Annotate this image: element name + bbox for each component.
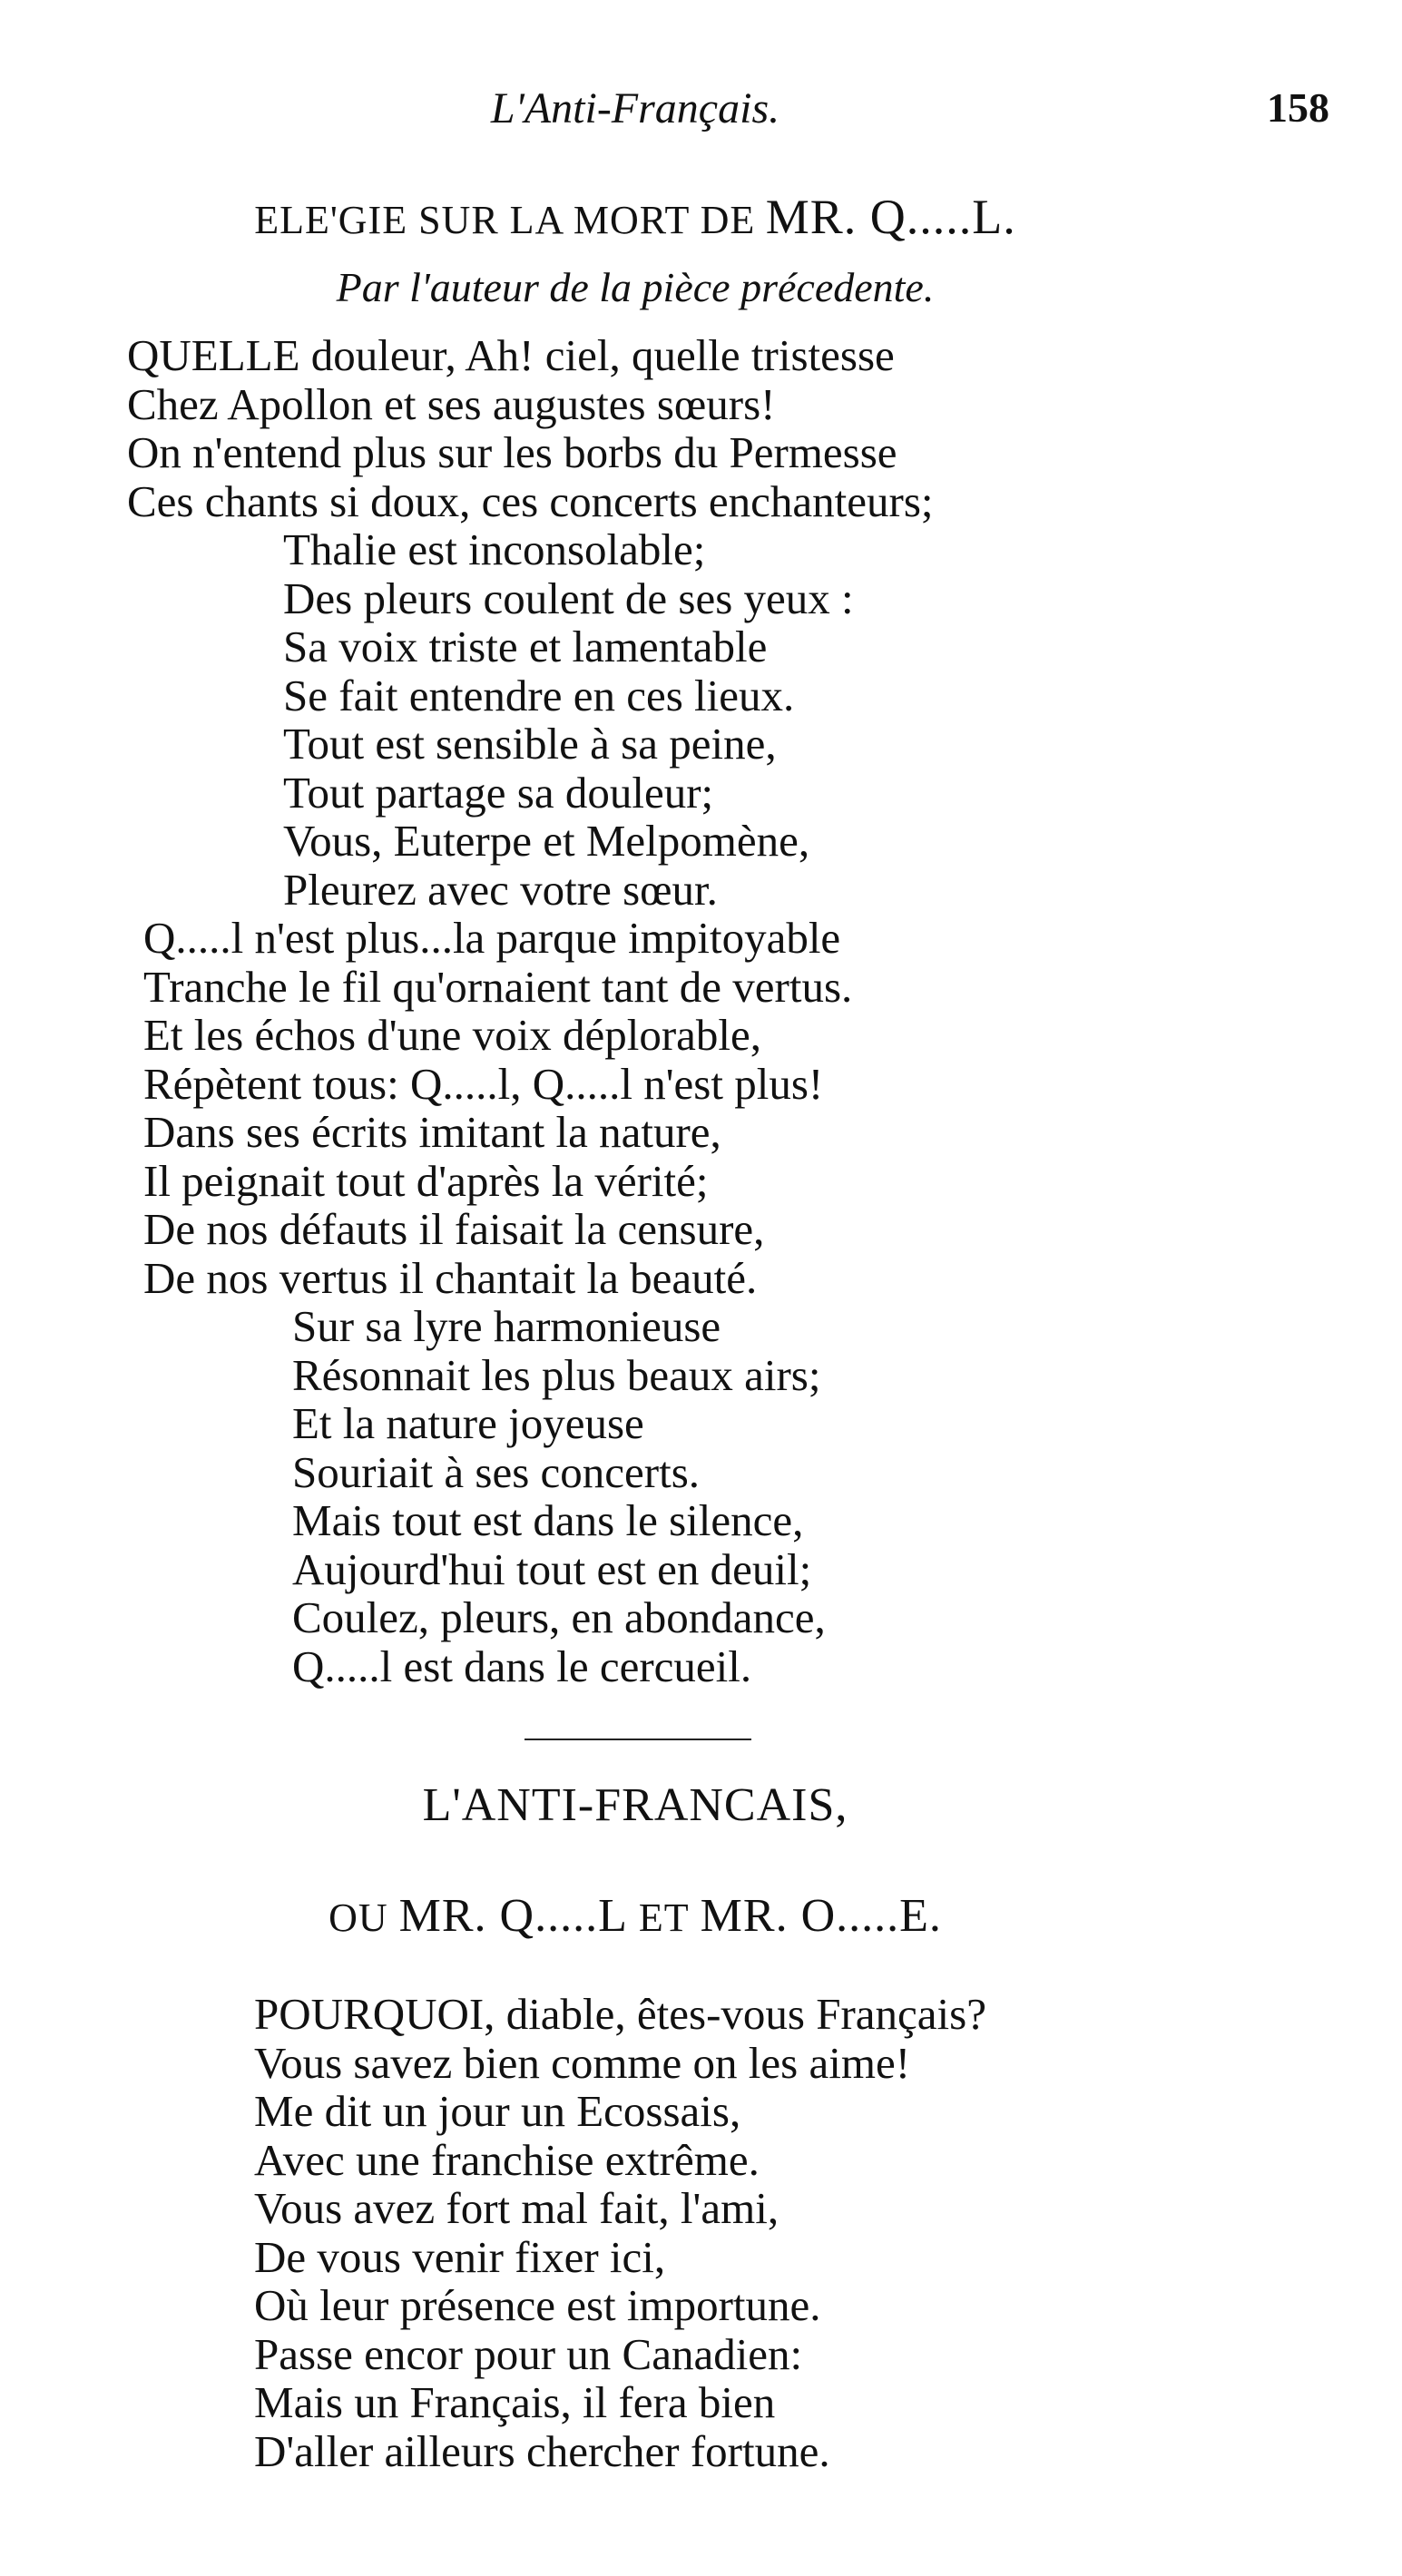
elegy-heading-prefix: ELE'GIE SUR LA MORT DE xyxy=(254,198,756,242)
poem-line: Tranche le fil qu'ornaient tant de vertus. xyxy=(143,961,853,1012)
poem-line-lead-word: QUELLE xyxy=(127,330,300,380)
poem-line: Des pleurs coulent de ses yeux : xyxy=(283,573,854,623)
poem-line: De nos vertus il chantait la beauté. xyxy=(143,1252,758,1303)
poem-line: Où leur présence est importune. xyxy=(254,2280,821,2330)
poem-line: Il peignait tout d'après la vérité; xyxy=(143,1155,709,1206)
anti-francais-stanza xyxy=(254,1990,986,2475)
poem-line: Aujourd'hui tout est en deuil; xyxy=(292,1543,812,1594)
elegy-heading xyxy=(0,189,1270,245)
poem-line: Vous savez bien comme on les aime! xyxy=(254,2037,911,2088)
poem-line: Chez Apollon et ses augustes sœurs! xyxy=(127,378,776,429)
poem-line: Passe encor pour un Canadien: xyxy=(254,2328,803,2379)
poem-line: Ces chants si doux, ces concerts enchanteurs; xyxy=(127,475,934,526)
subtitle-et: ET xyxy=(638,1895,690,1940)
poem-line: D'aller ailleurs chercher fortune. xyxy=(254,2425,830,2476)
poem-line: QUELLE douleur, Ah! ciel, quelle tristesse xyxy=(127,330,895,380)
poem-line: Avec une franchise extrême. xyxy=(254,2134,760,2185)
poem-line: Sur sa lyre harmonieuse xyxy=(292,1301,721,1351)
subtitle-mr2: MR. O.....E. xyxy=(700,1890,942,1942)
poem-line: POURQUOI, diable, êtes-vous Français? xyxy=(254,1989,986,2039)
poem-line: Répètent tous: Q.....l, Q.....l n'est plus! xyxy=(143,1058,824,1109)
poem-line: Q.....l est dans le cercueil. xyxy=(292,1641,752,1691)
subtitle-mr1: MR. Q.....L xyxy=(398,1890,628,1942)
elegy-stanza-1 xyxy=(127,331,934,525)
poem-line: De nos défauts il faisait la censure, xyxy=(143,1204,765,1254)
poem-line: Pleurez avec votre sœur. xyxy=(283,864,718,915)
poem-line: Vous avez fort mal fait, l'ami, xyxy=(254,2183,779,2233)
poem-line: Tout partage sa douleur; xyxy=(283,767,714,818)
poem-line: Dans ses écrits imitant la nature, xyxy=(143,1107,721,1157)
running-title: L'Anti-Français. xyxy=(490,84,780,132)
poem-line: Et la nature joyeuse xyxy=(292,1398,644,1448)
poem-line: Sa voix triste et lamentable xyxy=(283,622,768,671)
poem-line: Thalie est inconsolable; xyxy=(283,524,706,574)
poem-line: On n'entend plus sur les borbs du Permesse xyxy=(127,427,897,477)
poem-line: Souriait à ses concerts. xyxy=(292,1446,701,1497)
poem-line-lead-word: POURQUOI, xyxy=(254,1989,495,2039)
elegy-stanza-3 xyxy=(143,914,852,1302)
poem-line: Mais un Français, il fera bien xyxy=(254,2377,776,2427)
poem-line: Q.....l n'est plus...la parque impitoyable xyxy=(143,913,841,963)
elegy-heading-name: MR. Q.....L. xyxy=(765,190,1016,244)
subtitle-ou: OU xyxy=(328,1895,388,1940)
poem-line: Coulez, pleurs, en abondance, xyxy=(292,1592,826,1642)
running-head xyxy=(0,83,1402,138)
poem-line: Vous, Euterpe et Melpomène, xyxy=(283,816,810,866)
poem-line: Me dit un jour un Ecossais, xyxy=(254,2086,741,2136)
elegy-stanza-2 xyxy=(283,525,854,914)
poem-line: Tout est sensible à sa peine, xyxy=(283,719,777,769)
poem-line: Et les échos d'une voix déplorable, xyxy=(143,1010,762,1060)
poem-line: Se fait entendre en ces lieux. xyxy=(283,670,795,720)
poem-line: Résonnait les plus beaux airs; xyxy=(292,1349,821,1400)
poem-subtitle xyxy=(0,1889,1270,1943)
elegy-attribution: Par l'auteur de la pièce précedente. xyxy=(336,264,935,310)
poem-line: De vous venir fixer ici, xyxy=(254,2231,666,2282)
section-divider xyxy=(525,1739,751,1740)
poem-line: Mais tout est dans le silence, xyxy=(292,1495,804,1545)
page-number: 158 xyxy=(1267,84,1329,131)
poem-title: L'ANTI-FRANCAIS, xyxy=(422,1779,848,1831)
elegy-stanza-4 xyxy=(292,1302,826,1690)
